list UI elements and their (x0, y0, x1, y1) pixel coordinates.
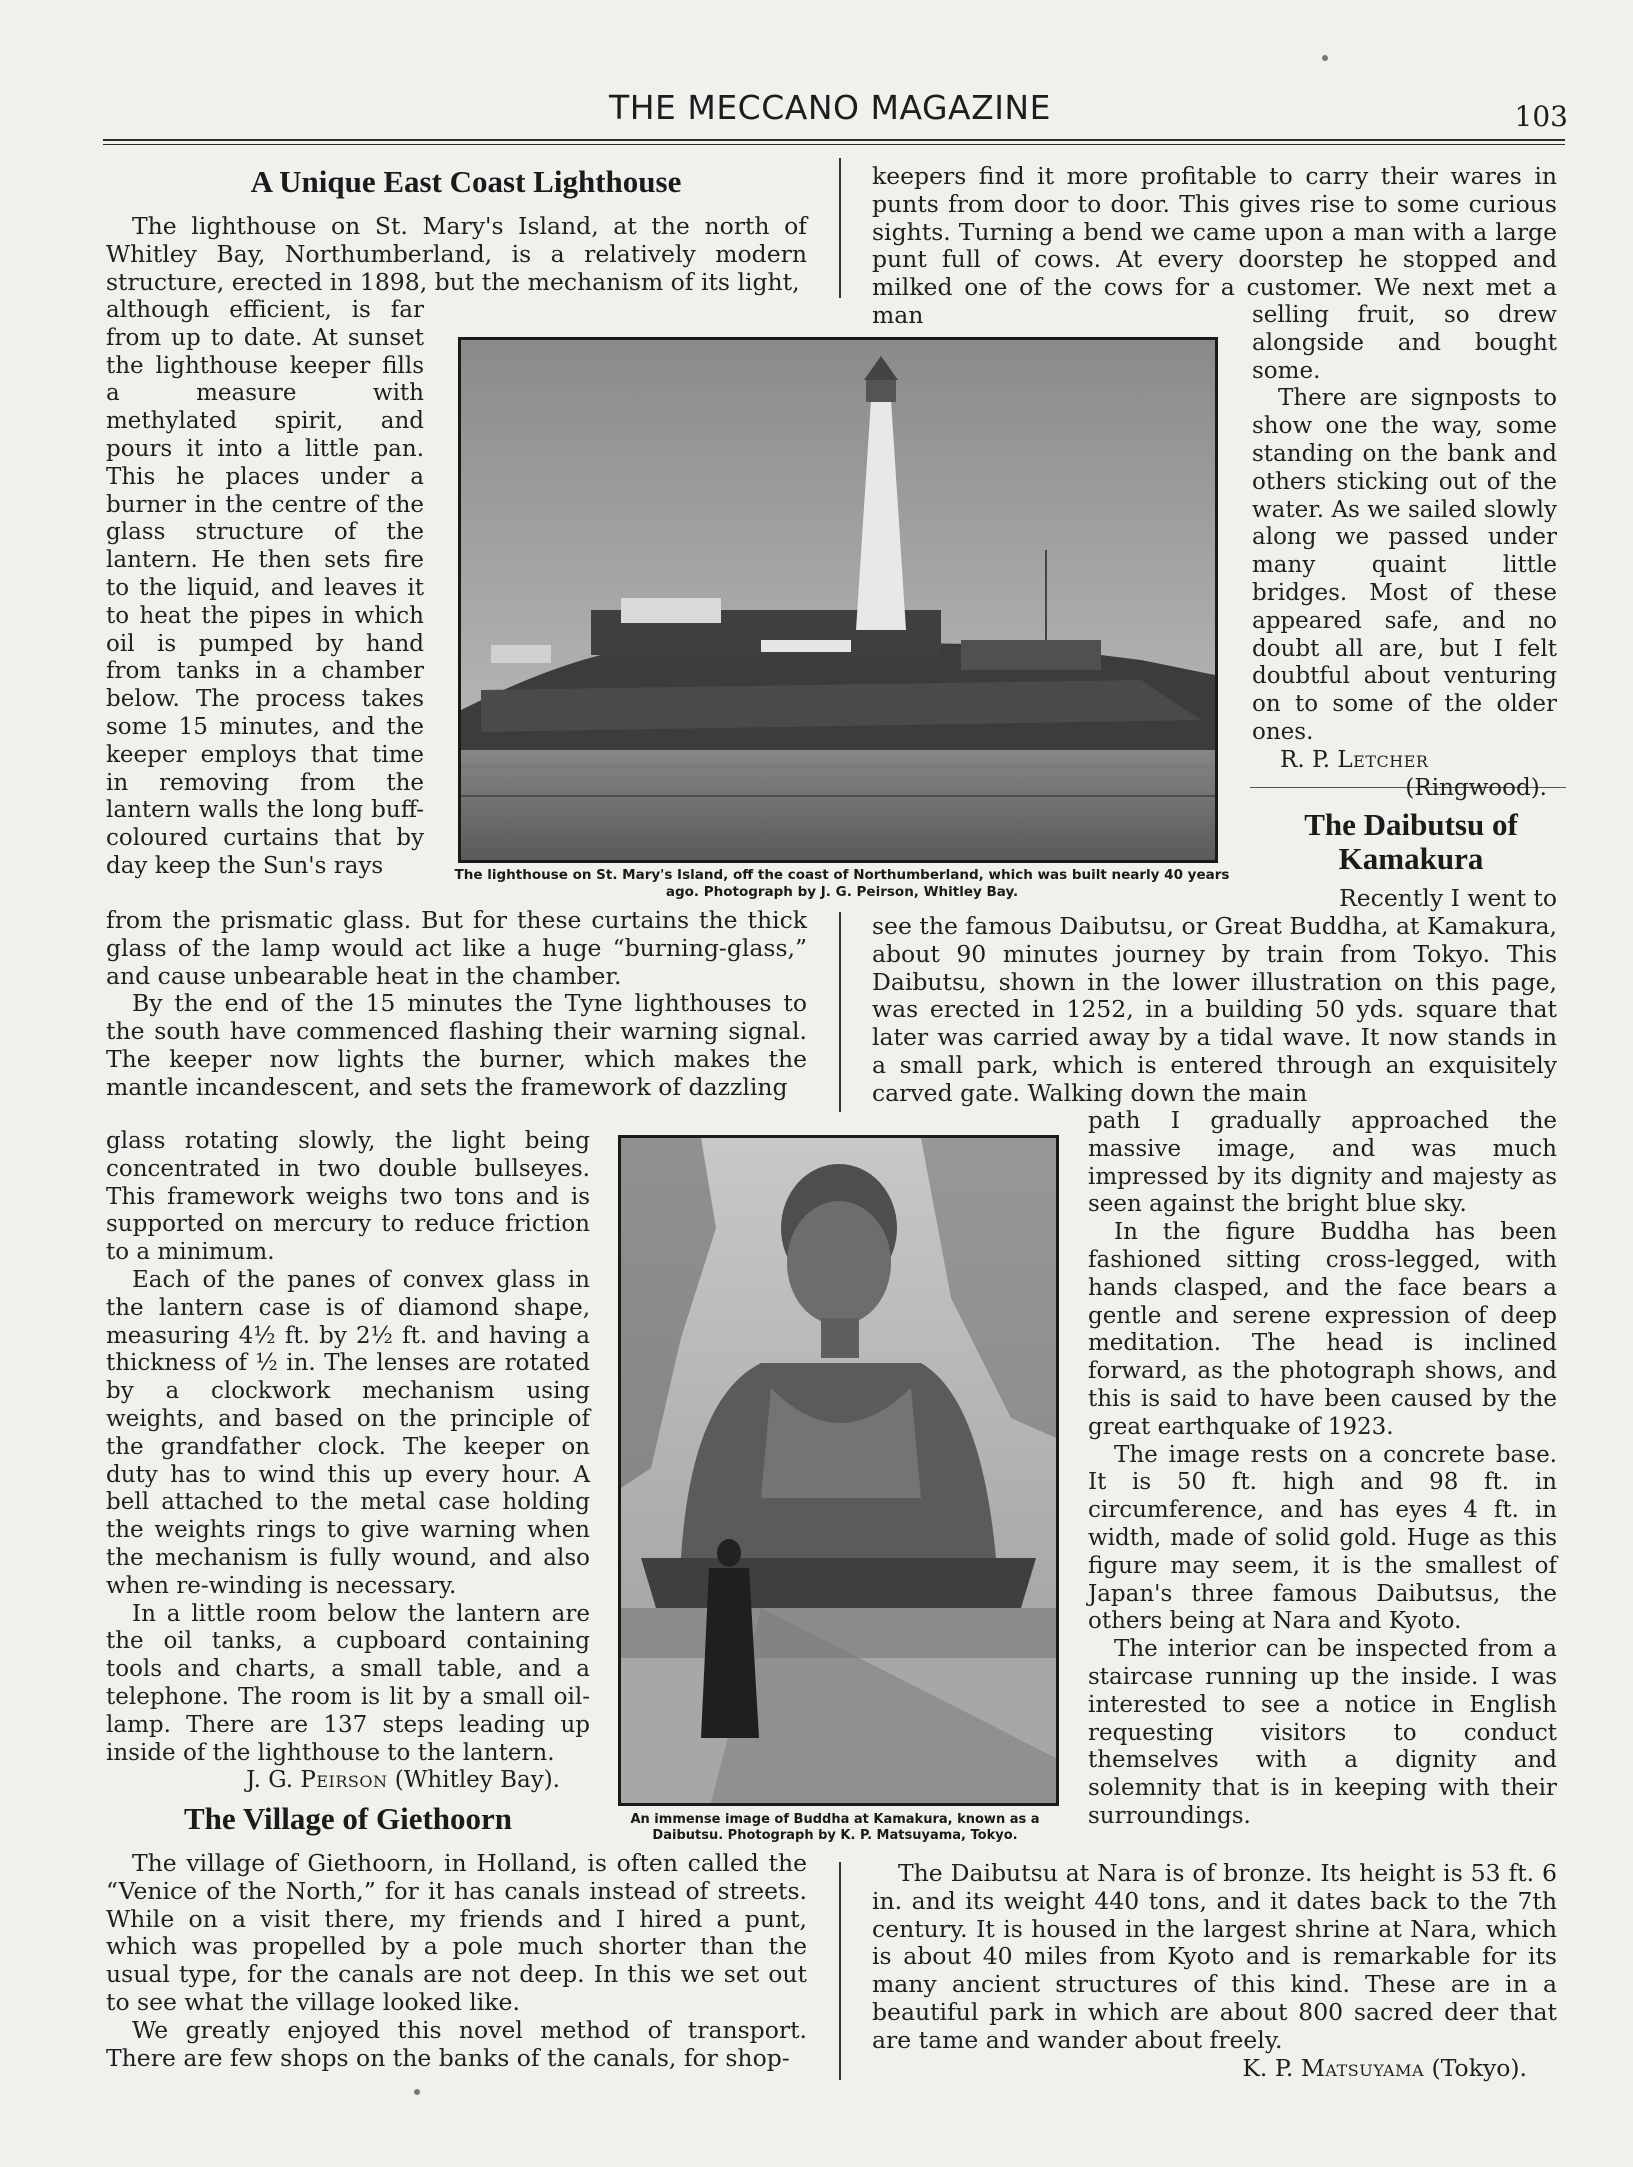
page-number: 103 (1514, 100, 1568, 133)
lighthouse-paragraph: In a little room below the lantern are the oil tanks, a cupboard containing tools and charts, a small table, and a telephone. The room is lit by a small oil-lamp. There are 137 steps leading up inside of the lighthouse to the lantern. (106, 1600, 590, 1766)
daibutsu-side-column (1088, 1108, 1557, 1831)
daibutsu-paragraph: In the figure Buddha has been fashioned sitting cross-legged, with hands clasped, and the face bears a gentle and serene expression of deep meditation. The head is inclined forward, as the photograph shows, and this is said to have been caused by the great earthquake of 1923. (1088, 1219, 1557, 1440)
page-speck (414, 2089, 420, 2095)
giethoorn-column (106, 1850, 807, 2072)
column-divider-bottom (839, 1862, 841, 2080)
lighthouse-intro (106, 213, 807, 296)
giethoorn-paragraph: We greatly enjoyed this novel method of transport. There are few shops on the banks of the canals, for shop- (106, 2015, 807, 2072)
byline-name: Letcher (1337, 746, 1429, 773)
giethoorn-paragraph: The village of Giethoorn, in Holland, is often called the “Venice of the North,” for it has canals instead of streets. While on a visit there, my friends and I hired a punt, which was propelled by a pole much shorter than the usual type, for the canals are not deep. In this we set out to see what the village looked like. (106, 1849, 807, 2016)
buddha-photo (618, 1135, 1059, 1806)
daibutsu-intro-start (1287, 885, 1557, 913)
lighthouse-paragraph: from the prismatic glass. But for these curtains the thick glass of the lamp would act like a huge “burning-glass,” and cause unbearable heat in the chamber. (106, 906, 807, 990)
magazine-title: THE MECCANO MAGAZINE (609, 88, 1051, 127)
header-rule-thin (103, 144, 1565, 145)
title-line: The Daibutsu of (1304, 807, 1518, 842)
article-title-daibutsu (1252, 808, 1570, 876)
lighthouse-photo (458, 337, 1218, 863)
article-title-lighthouse: A Unique East Coast Lighthouse (250, 164, 682, 199)
daibutsu-paragraph-start: Recently I went to (1339, 884, 1557, 912)
giethoorn-paragraph: There are signposts to show one the way, some standing on the bank and others sticking out of the water. As we sailed slowly along we passed under many quaint little bridges. Most of these appeared safe, and no doubt all are, but I felt doubtful about venturing on to some of the older ones. (1252, 385, 1557, 745)
byline-place: (Whitley Bay). (394, 1767, 560, 1794)
buddha-photo-caption: An immense image of Buddha at Kamakura, known as a Daibutsu. Photograph by K. P. Matsuyama, Tokyo. (630, 1812, 1040, 1843)
lighthouse-photo-caption: The lighthouse on St. Mary's Island, off the coast of Northumberland, which was built nearly 40 years ago. Photograph by J. G. Peirson, Whitley Bay. (454, 867, 1230, 900)
page-speck (1322, 55, 1328, 61)
byline-initials: K. P. (1242, 2053, 1294, 2082)
column-divider-top (839, 158, 841, 298)
giethoorn-paragraph: keepers find it more profitable to carry their wares in punts from door to door. This gives rise to some curious sights. Turning a bend we came upon a man with a large punt full of cows. At every doorstep he stopped and milked one of the cows for a customer. We next met a man (872, 162, 1557, 329)
lighthouse-byline (106, 1767, 590, 1795)
lighthouse-paragraph: By the end of the 15 minutes the Tyne lighthouses to the south have commenced flashing their warning signal. The keeper now lights the burner, which makes the mantle incandescent, and sets the framework of dazzling (106, 989, 807, 1101)
daibutsu-paragraph: The Daibutsu at Nara is of bronze. Its height is 53 ft. 6 in. and its weight 440 tons, and it dates back to the 7th century. It is housed in the largest shrine at Nara, which is about 40 miles from Kyoto and is remarkable for its many ancient structures of this kind. These are in a beautiful park in which are about 800 sacred deer that are tame and wander about freely. (872, 1859, 1557, 2054)
title-line: Kamakura (1338, 841, 1484, 876)
lighthouse-paragraph: glass rotating slowly, the light being concentrated in two double bullseyes. This framework weighs two tons and is supported on mercury to reduce friction to a minimum. (106, 1128, 590, 1266)
giethoorn-byline (1252, 747, 1557, 775)
giethoorn-byline-place (1252, 775, 1557, 803)
daibutsu-byline (872, 2055, 1557, 2083)
daibutsu-paragraph: The image rests on a concrete base. It is 50 ft. high and 98 ft. in circumference, and has eyes 4 ft. in width, made of solid gold. Huge as this figure may seem, it is the smallest of Japan's three famous Daibutsus, the others being at Nara and Kyoto. (1088, 1441, 1557, 1635)
lighthouse-paragraph: Each of the panes of convex glass in the lantern case is of diamond shape, measuring 4½ ft. by 2½ ft. and having a thickness of ½ in. The lenses are rotated by a clockwork mechanism using weights, and based on the principle of the grandfather clock. The keeper on duty has to wind this up every hour. A bell attached to the metal case holding the weights rings to give warning when the mechanism is fully wound, and also when re-winding is necessary. (106, 1266, 590, 1599)
byline-place: (Tokyo). (1431, 2053, 1527, 2082)
byline-initials: R. P. (1280, 746, 1331, 773)
lighthouse-side-column (106, 297, 424, 881)
daibutsu-paragraph: The interior can be inspected from a staircase running up the inside. I was interested to see a notice in English requesting visitors to conduct themselves with a dignity and solemnity that is in keeping with their surroundings. (1088, 1636, 1557, 1829)
lighthouse-lower-column (106, 1128, 590, 1795)
daibutsu-paragraph: see the famous Daibutsu, or Great Buddha, at Kamakura, about 90 minutes journey by train from Tokyo. This Daibutsu, shown in the lower illustration on this page, was erected in 1252, in a building 50 yds. square that later was carried away by a tidal wave. It now stands in a small park, which is entered through an exquisitely carved gate. Walking down the main (872, 912, 1557, 1107)
byline-name: Peirson (300, 1767, 388, 1794)
daibutsu-column (872, 913, 1557, 1108)
daibutsu-lower-column (872, 1860, 1557, 2082)
lighthouse-paragraph: although efficient, is far from up to date. At sunset the lighthouse keeper fills a measure with methylated spirit, and pours it into a little pan. This he places under a burner in the centre of the glass structure of the lantern. He then sets fire to the liquid, and leaves it to heat the pipes in which oil is pumped by hand from tanks in a chamber below. The process takes some 15 minutes, and the keeper employs that time in removing from the lantern walls the long buff-coloured curtains that by day keep the Sun's rays (106, 297, 424, 879)
article-title-giethoorn: The Village of Giethoorn (183, 1801, 513, 1836)
lighthouse-continued (106, 907, 807, 1102)
lighthouse-paragraph: The lighthouse on St. Mary's Island, at the north of Whitley Bay, Northumberland, is a relatively modern structure, erected in 1898, but the mechanism of its light, (106, 212, 807, 296)
byline-name: Matsuyama (1300, 2053, 1425, 2082)
giethoorn-side-column (1252, 302, 1557, 802)
giethoorn-paragraph: selling fruit, so drew alongside and bought some. (1252, 302, 1557, 384)
byline-initials: J. G. (246, 1767, 294, 1794)
daibutsu-paragraph: path I gradually approached the massive image, and was much impressed by its dignity and majesty as seen against the bright blue sky. (1088, 1108, 1557, 1218)
byline-place: (Ringwood). (1405, 774, 1547, 801)
column-divider-middle (839, 912, 841, 1112)
header-rule (103, 139, 1565, 141)
